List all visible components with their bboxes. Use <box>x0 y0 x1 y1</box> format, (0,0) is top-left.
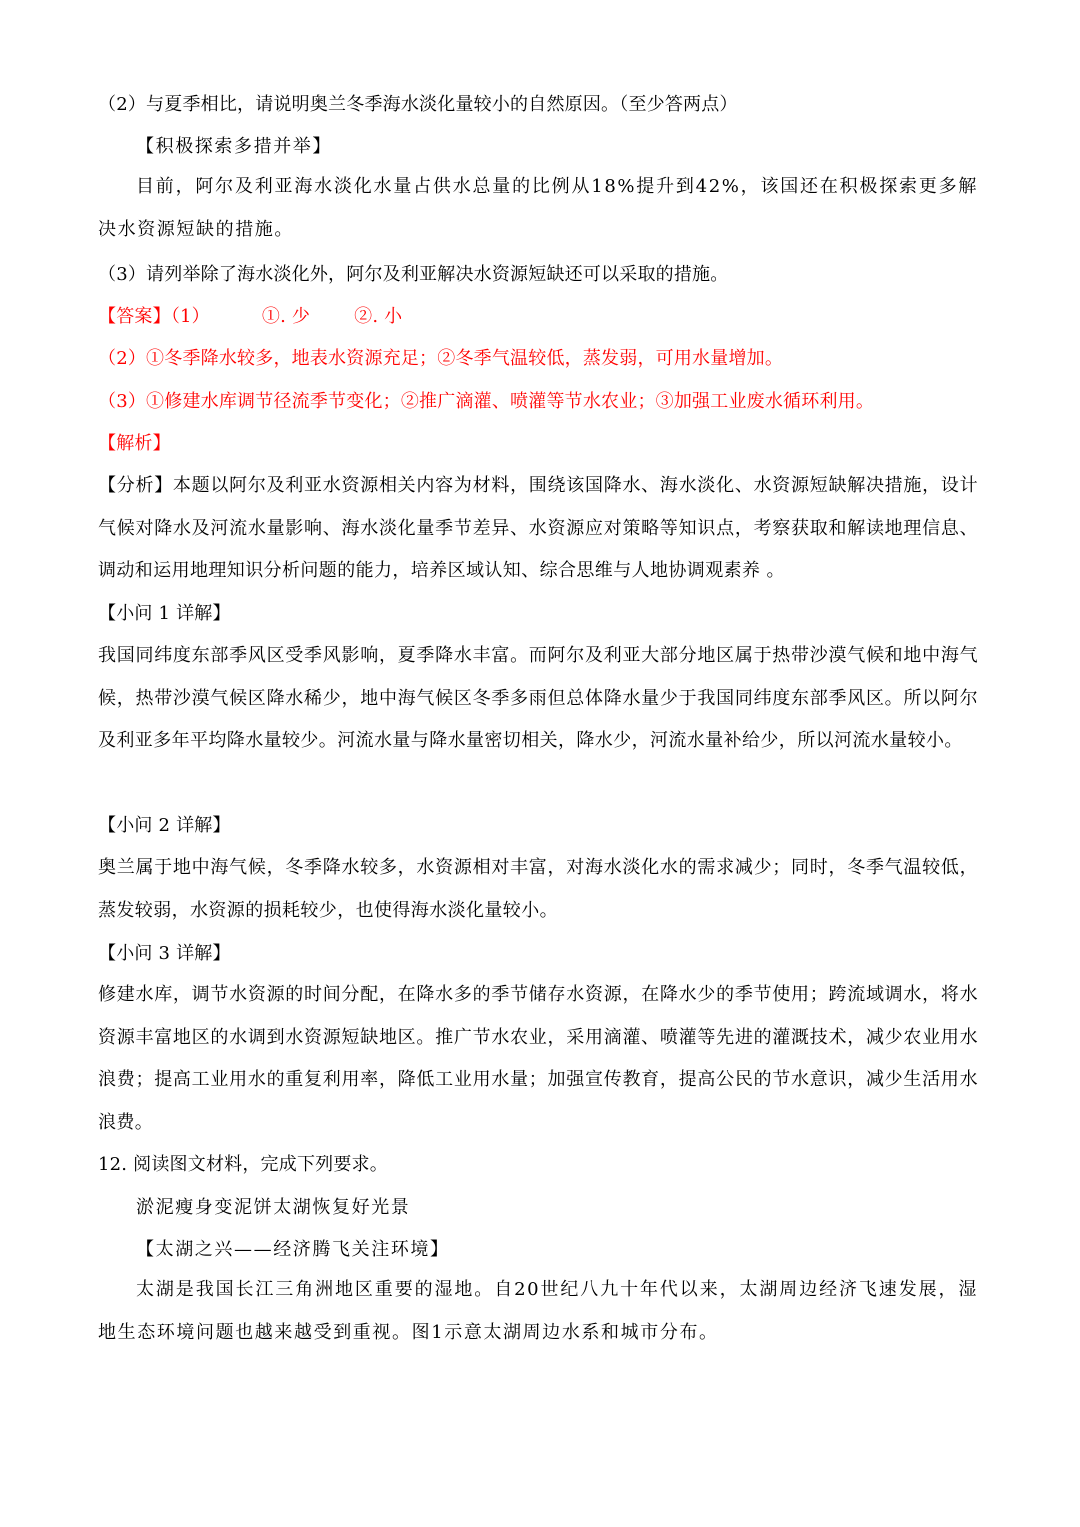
sub-question-2-text: 奥兰属于地中海气候，冬季降水较多，水资源相对丰富，对海水淡化水的需求减少；同时，冬季气温较低，蒸发较弱，水资源的损耗较少，也使得海水淡化量较小。 <box>98 857 978 921</box>
question-12-paragraph: 太湖是我国长江三角洲地区重要的湿地。自20世纪八九十年代以来，太湖周边经济飞速发展，湿地生态环境问题也越来越受到重视。图1示意太湖周边水系和城市分布。 <box>98 1279 978 1343</box>
material-heading: 【积极探索多措并举】 <box>136 136 332 157</box>
answer-q1 <box>98 304 978 330</box>
answer-q1-prefix: （1） <box>170 306 210 327</box>
material-paragraph: 目前，阿尔及利亚海水淡化水量占供水总量的比例从18%提升到42%，该国还在积极探索更多解决水资源短缺的措施。 <box>98 176 978 240</box>
question-2: （2）与夏季相比，请说明奥兰冬季海水淡化量较小的自然原因。（至少答两点） <box>98 94 738 115</box>
sub-question-1-heading: 【小问 1 详解】 <box>98 603 231 624</box>
analysis-paragraph: 【分析】本题以阿尔及利亚水资源相关内容为材料，围绕该国降水、海水淡化、水资源短缺解决措施，设计气候对降水及河流水量影响、海水淡化量季节差异、水资源应对策略等知识点，考察获取和解读地理信息、调动和运用地理知识分析问题的能力，培养区域认知、综合思维与人地协调观素养 。 <box>98 475 978 581</box>
question-12-intro: 12. 阅读图文材料，完成下列要求。 <box>98 1154 388 1175</box>
question-12-title: 淤泥瘦身变泥饼太湖恢复好光景 <box>136 1197 411 1218</box>
answer-label: 【答案】 <box>98 306 171 327</box>
question-12-heading: 【太湖之兴——经济腾飞关注环境】 <box>136 1239 450 1260</box>
answer-q2: （2）①冬季降水较多，地表水资源充足；②冬季气温较低，蒸发弱，可用水量增加。 <box>98 348 784 369</box>
answer-q3: （3）①修建水库调节径流季节变化；②推广滴灌、喷灌等节水农业；③加强工业废水循环利用。 <box>98 391 875 412</box>
answer-q1-part-a: ①. 少 <box>261 306 311 327</box>
sub-question-1-text: 我国同纬度东部季风区受季风影响，夏季降水丰富。而阿尔及利亚大部分地区属于热带沙漠气候和地中海气候，热带沙漠气候区降水稀少，地中海气候区冬季多雨但总体降水量少于我国同纬度东部季风区。所以阿尔及利亚多年平均降水量较少。河流水量与降水量密切相关，降水少，河流水量补给少，所以河流水量较小。 <box>98 645 978 751</box>
sub-question-3-heading: 【小问 3 详解】 <box>98 943 231 964</box>
answer-q1-part-b: ②. 小 <box>354 306 403 327</box>
sub-question-3-text: 修建水库，调节水资源的时间分配，在降水多的季节储存水资源，在降水少的季节使用；跨流域调水，将水资源丰富地区的水调到水资源短缺地区。推广节水农业，采用滴灌、喷灌等先进的灌溉技术，减少农业用水浪费；提高工业用水的重复利用率，降低工业用水量；加强宣传教育，提高公民的节水意识，减少生活用水浪费。 <box>98 984 978 1133</box>
analysis-label: 【解析】 <box>98 433 171 454</box>
sub-question-2-heading: 【小问 2 详解】 <box>98 815 231 836</box>
question-3: （3）请列举除了海水淡化外，阿尔及利亚解决水资源短缺还可以采取的措施。 <box>98 264 729 285</box>
